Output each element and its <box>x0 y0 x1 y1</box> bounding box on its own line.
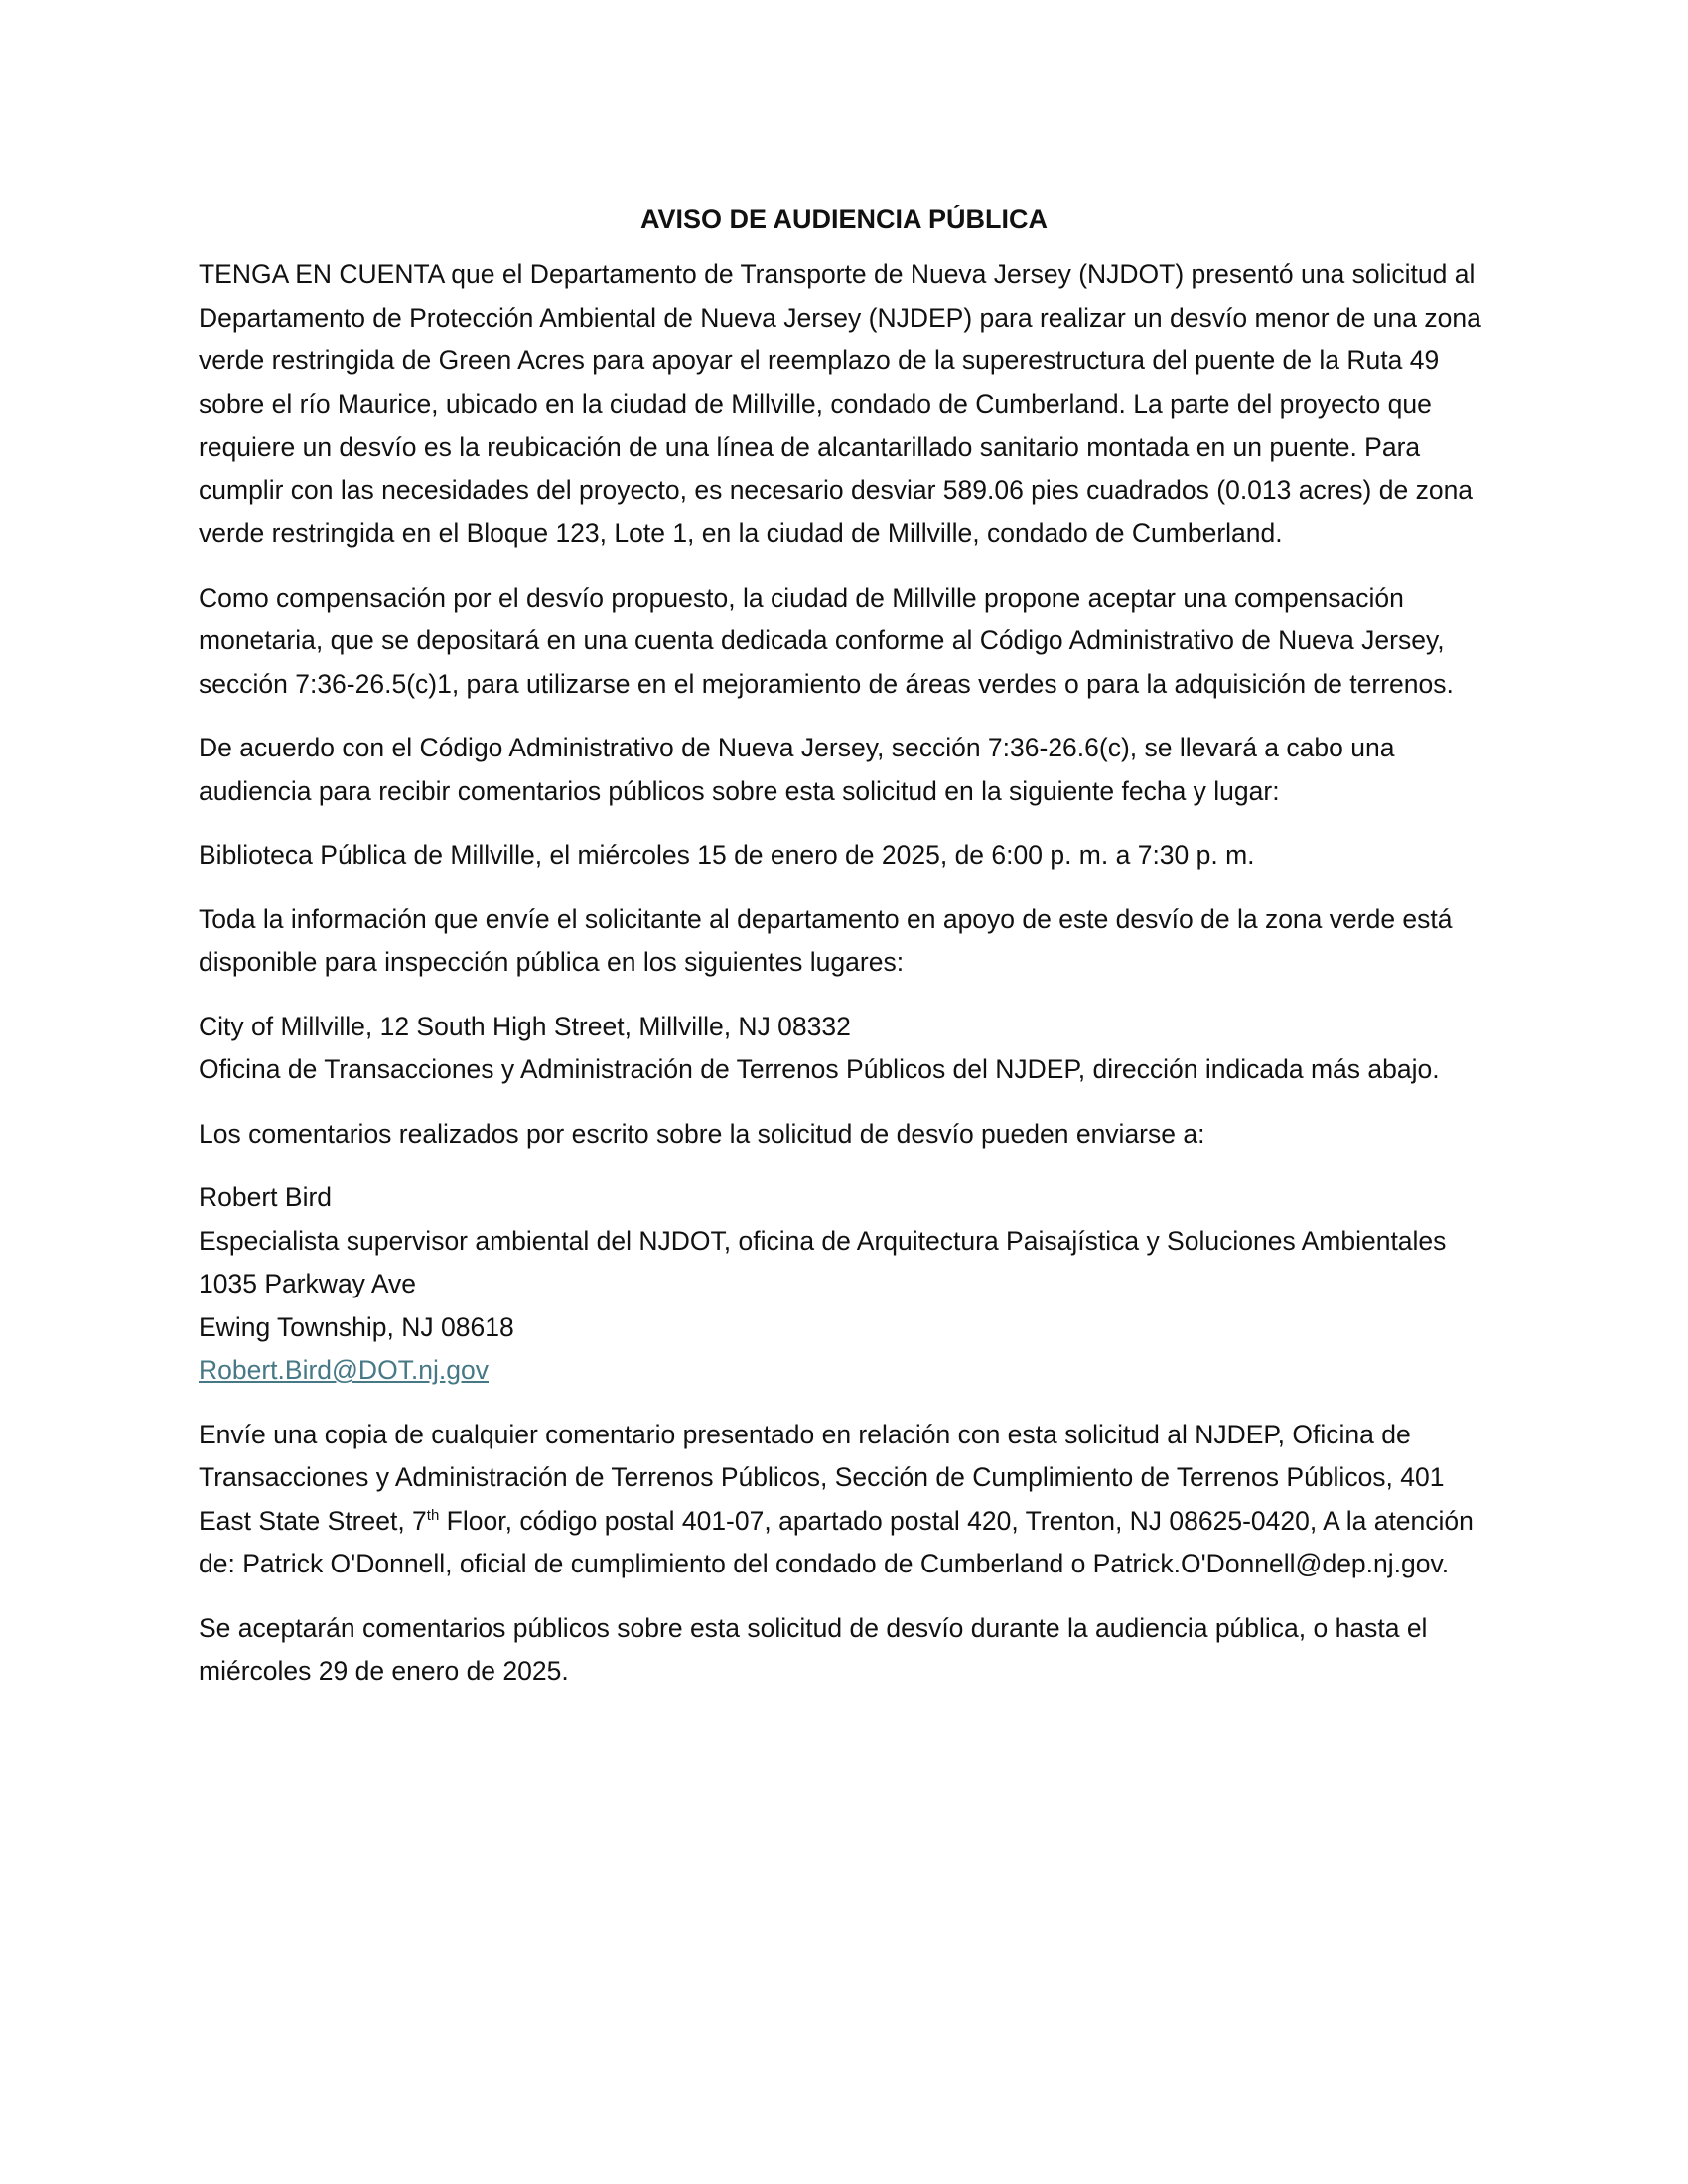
copy-instructions-part1: Envíe una copia de cualquier comentario presentado en relación con esta solicitud al NJDEP, Oficina de Transacciones y Administración de Terrenos Públicos, Sección de Cumplimiento de Terrenos Públicos, 401 East State Street, 7 <box>199 1419 1445 1536</box>
contact-role: Especialista supervisor ambiental del NJDOT, oficina de Arquitectura Paisajística y Soluciones Ambientales <box>199 1225 1447 1256</box>
ordinal-superscript: th <box>426 1506 440 1524</box>
location-njdep: Oficina de Transacciones y Administración de Terrenos Públicos del NJDEP, dirección indicada más abajo. <box>199 1054 1440 1084</box>
page-title: AVISO DE AUDIENCIA PÚBLICA <box>639 205 1049 234</box>
contact-block <box>199 1176 1489 1393</box>
contact-email-link[interactable]: Robert.Bird@DOT.nj.gov <box>199 1355 490 1385</box>
paragraph-comments: Los comentarios realizados por escrito sobre la solicitud de desvío pueden enviarse a: <box>199 1118 1205 1149</box>
paragraph-compensation: Como compensación por el desvío propuesto, la ciudad de Millville propone aceptar una compensación monetaria, que se depositará en una cuenta dedicada conforme al Código Administrativo de Nueva Jersey, sección 7:36-26.5(c)1, para utilizarse en el mejoramiento de áreas verdes o para la adquisición de terrenos. <box>199 582 1454 699</box>
contact-name: Robert Bird <box>199 1182 333 1212</box>
paragraph-deadline: Se aceptarán comentarios públicos sobre esta solicitud de desvío durante la audiencia pública, o hasta el miércoles 29 de enero de 2025. <box>199 1612 1428 1686</box>
paragraph-inspection: Toda la información que envíe el solicitante al departamento en apoyo de este desvío de la zona verde está disponible para inspección pública en los siguientes lugares: <box>199 903 1453 977</box>
copy-instructions-part2: Floor, código postal 401-07, apartado postal 420, Trenton, NJ 08625-0420, A la atención de: Patrick O'Donnell, oficial de cumplimiento del condado de Cumberland o Patrick.O'Donnell@dep.nj.gov. <box>199 1505 1474 1578</box>
contact-street: 1035 Parkway Ave <box>199 1269 417 1298</box>
paragraph-copy-instructions <box>199 1414 1489 1586</box>
location-city: City of Millville, 12 South High Street, Millville, NJ 08332 <box>199 1011 851 1041</box>
paragraph-hearing-date: Biblioteca Pública de Millville, el miércoles 15 de enero de 2025, de 6:00 p. m. a 7:30 p. m. <box>199 840 1255 870</box>
locations-block <box>199 1006 1489 1092</box>
document-page <box>199 199 1489 1714</box>
paragraph-notice: TENGA EN CUENTA que el Departamento de Transporte de Nueva Jersey (NJDOT) presentó una solicitud al Departamento de Protección Ambiental de Nueva Jersey (NJDEP) para realizar un desvío menor de una zona verde restringida de Green Acres para apoyar el reemplazo de la superestructura del puente de la Ruta 49 sobre el río Maurice, ubicado en la ciudad de Millville, condado de Cumberland. La parte del proyecto que requiere un desvío es la reubicación de una línea de alcantarillado sanitario montada en un puente. Para cumplir con las necesidades del proyecto, es necesario desviar 589.06 pies cuadrados (0.013 acres) de zona verde restringida en el Bloque 123, Lote 1, en la ciudad de Millville, condado de Cumberland. <box>199 259 1481 548</box>
contact-city: Ewing Township, NJ 08618 <box>199 1311 514 1342</box>
paragraph-hearing: De acuerdo con el Código Administrativo de Nueva Jersey, sección 7:36-26.6(c), se llevará a cabo una audiencia para recibir comentarios públicos sobre esta solicitud en la siguiente fecha y lugar: <box>199 733 1395 806</box>
